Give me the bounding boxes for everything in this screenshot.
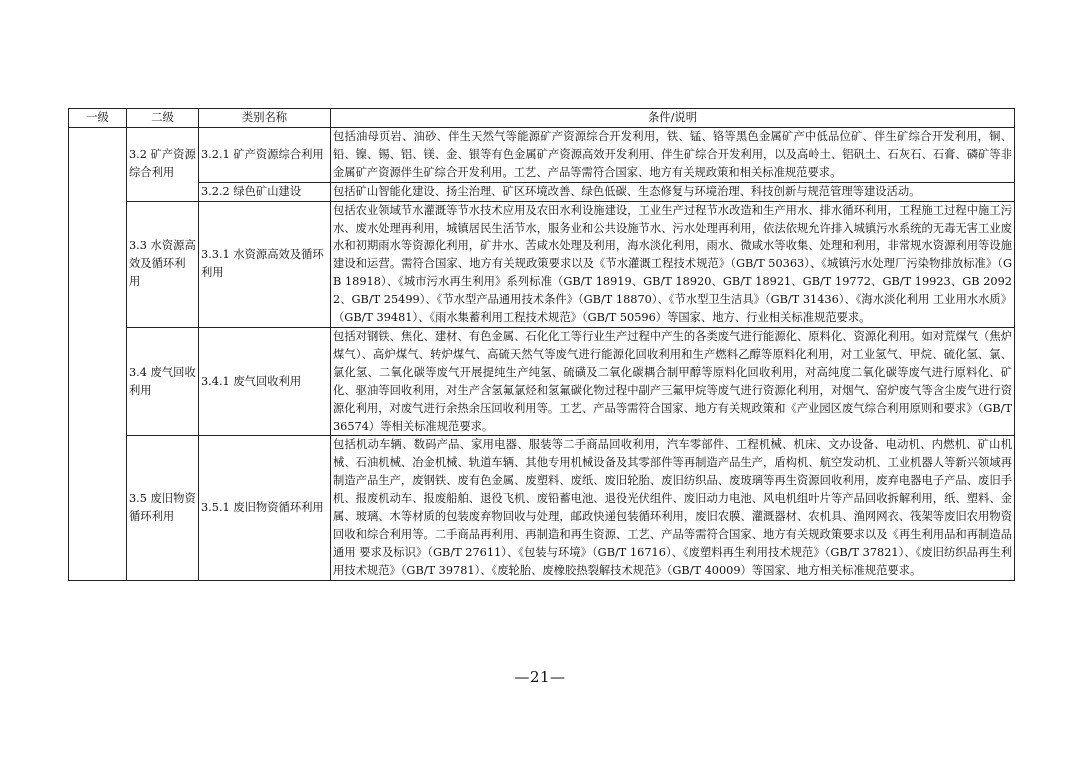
condition-cell: 包括对钢铁、焦化、建材、有色金属、石化化工等行业生产过程中产生的各类废气进行能源化、原料化、资源化利用。如对荒煤气（焦炉煤气）、高炉煤气、转炉煤气、高硫天然气等废气进行能源化回收利用和生产燃料乙醇等原料化利用，对工业氢气、甲烷、硫化氢、氯、氯化氢、二氧化碳等废气开展提纯生产纯氢、硫磺及二氧化碳耦合制甲醇等原料化回收利用，对高纯度二氧化碳等废气进行原料化、矿化、驱油等回收利用，对生产含氢氟氯烃和氢氟碳化物过程中副产三氟甲烷等废气进行资源化利用，对烟气、窑炉废气等含尘废气进行资源化利用，对废气进行余热余压回收利用等。工艺、产品等需符合国家、地方有关规政策和《产业园区废气综合利用原则和要求》（GB/T 36574）等相关标准规范要求。 — [331, 327, 1015, 435]
level2-cell: 3.3 水资源高效及循环利用 — [127, 201, 199, 327]
table-row — [69, 327, 1015, 435]
condition-cell: 包括油母页岩、油砂、伴生天然气等能源矿产资源综合开发利用，铁、锰、铬等黑色金属矿产中低品位矿、伴生矿综合开发利用，铜、铅、镍、锡、铝、镁、金、银等有色金属矿产资源高效开发利用、伴生矿综合开发利用，以及高岭土、铝矾土、石灰石、石膏、磷矿等非金属矿产资源伴生矿综合开发利用。工艺、产品等需符合国家、地方有关规政策和相关标准规范要求。 — [331, 128, 1015, 183]
category-cell: 3.2.2 绿色矿山建设 — [199, 182, 331, 201]
category-cell: 3.4.1 废气回收利用 — [199, 327, 331, 435]
table-row — [69, 182, 1015, 201]
condition-cell: 包括农业领域节水灌溉等节水技术应用及农田水利设施建设，工业生产过程节水改造和生产用水、排水循环利用，工程施工过程中施工污水、废水处理再利用，城镇居民生活节水，服务业和公共设施节水、污水处理再利用，依法依规允许排入城镇污水系统的无毒无害工业废水和初期雨水等资源化利用，矿井水、苦咸水处理及利用，海水淡化利用，雨水、微咸水等收集、处理和利用，非常规水资源利用等设施建设和运营。需符合国家、地方有关规政策要求以及《节水灌溉工程技术规范》（GB/T 50363）、《城镇污水处理厂污染物排放标准》（GB 18918）、《城市污水再生利用》系列标准（GB/T 18919、GB/T 18920、GB/T 18921、GB/T 19772、GB/T 19923、GB 20922、GB/T 25499）、《节水型产品通用技术条件》（GB/T 18870）、《节水型卫生洁具》（GB/T 31436）、《海水淡化利用 工业用水水质》（GB/T 39481）、《雨水集蓄利用工程技术规范》（GB/T 50596）等国家、地方、行业相关标准规范要求。 — [331, 201, 1015, 327]
header-condition: 条件/说明 — [331, 109, 1015, 128]
level2-cell: 3.5 废旧物资循环利用 — [127, 436, 199, 580]
classification-table — [68, 108, 1015, 581]
condition-cell: 包括机动车辆、数码产品、家用电器、服装等二手商品回收利用，汽车零部件、工程机械、机床、文办设备、电动机、内燃机、矿山机械、石油机械、冶金机械、轨道车辆、其他专用机械设备及其零部件等再制造产品生产，盾构机、航空发动机、工业机器人等新兴领域再制造产品生产，废钢铁、废有色金属、废塑料、废纸、废旧轮胎、废旧纺织品、废玻璃等再生资源回收利用，废弃电器电子产品、废旧手机、报废机动车、报废船舶、退役飞机、废铅蓄电池、退役光伏组件、废旧动力电池、风电机组叶片等产品回收拆解利用，纸、塑料、金属、玻璃、木等材质的包装废弃物回收与处理，邮政快递包装循环利用，废旧农膜、灌溉器材、农机具、渔网网衣、筏架等废旧农用物资回收和综合利用等。二手商品再利用、再制造和再生资源、工艺、产品等需符合国家、地方有关规政策要求以及《再生利用品和再制造品通用 要求及标识》（GB/T 27611）、《包装与环境》（GB/T 16716）、《废塑料再生利用技术规范》（GB/T 37821）、《废旧纺织品再生利用技术规范》（GB/T 39781）、《废轮胎、废橡胶热裂解技术规范》（GB/T 40009）等国家、地方相关标准规范要求。 — [331, 436, 1015, 580]
table-row — [69, 436, 1015, 580]
page-number: —21— — [514, 668, 566, 686]
condition-cell: 包括矿山智能化建设、扬尘治理、矿区环境改善、绿色低碳、生态修复与环境治理、科技创新与规范管理等建设活动。 — [331, 182, 1015, 201]
category-cell: 3.5.1 废旧物资循环利用 — [199, 436, 331, 580]
table-row — [69, 201, 1015, 327]
table-header-row — [69, 109, 1015, 128]
header-level2: 二级 — [127, 109, 199, 128]
table-row — [69, 128, 1015, 183]
level2-cell: 3.4 废气回收利用 — [127, 327, 199, 435]
header-category-name: 类别名称 — [199, 109, 331, 128]
category-cell: 3.2.1 矿产资源综合利用 — [199, 128, 331, 183]
level2-cell: 3.2 矿产资源综合利用 — [127, 128, 199, 202]
level1-cell — [69, 128, 127, 581]
header-level1: 一级 — [69, 109, 127, 128]
category-cell: 3.3.1 水资源高效及循环利用 — [199, 201, 331, 327]
